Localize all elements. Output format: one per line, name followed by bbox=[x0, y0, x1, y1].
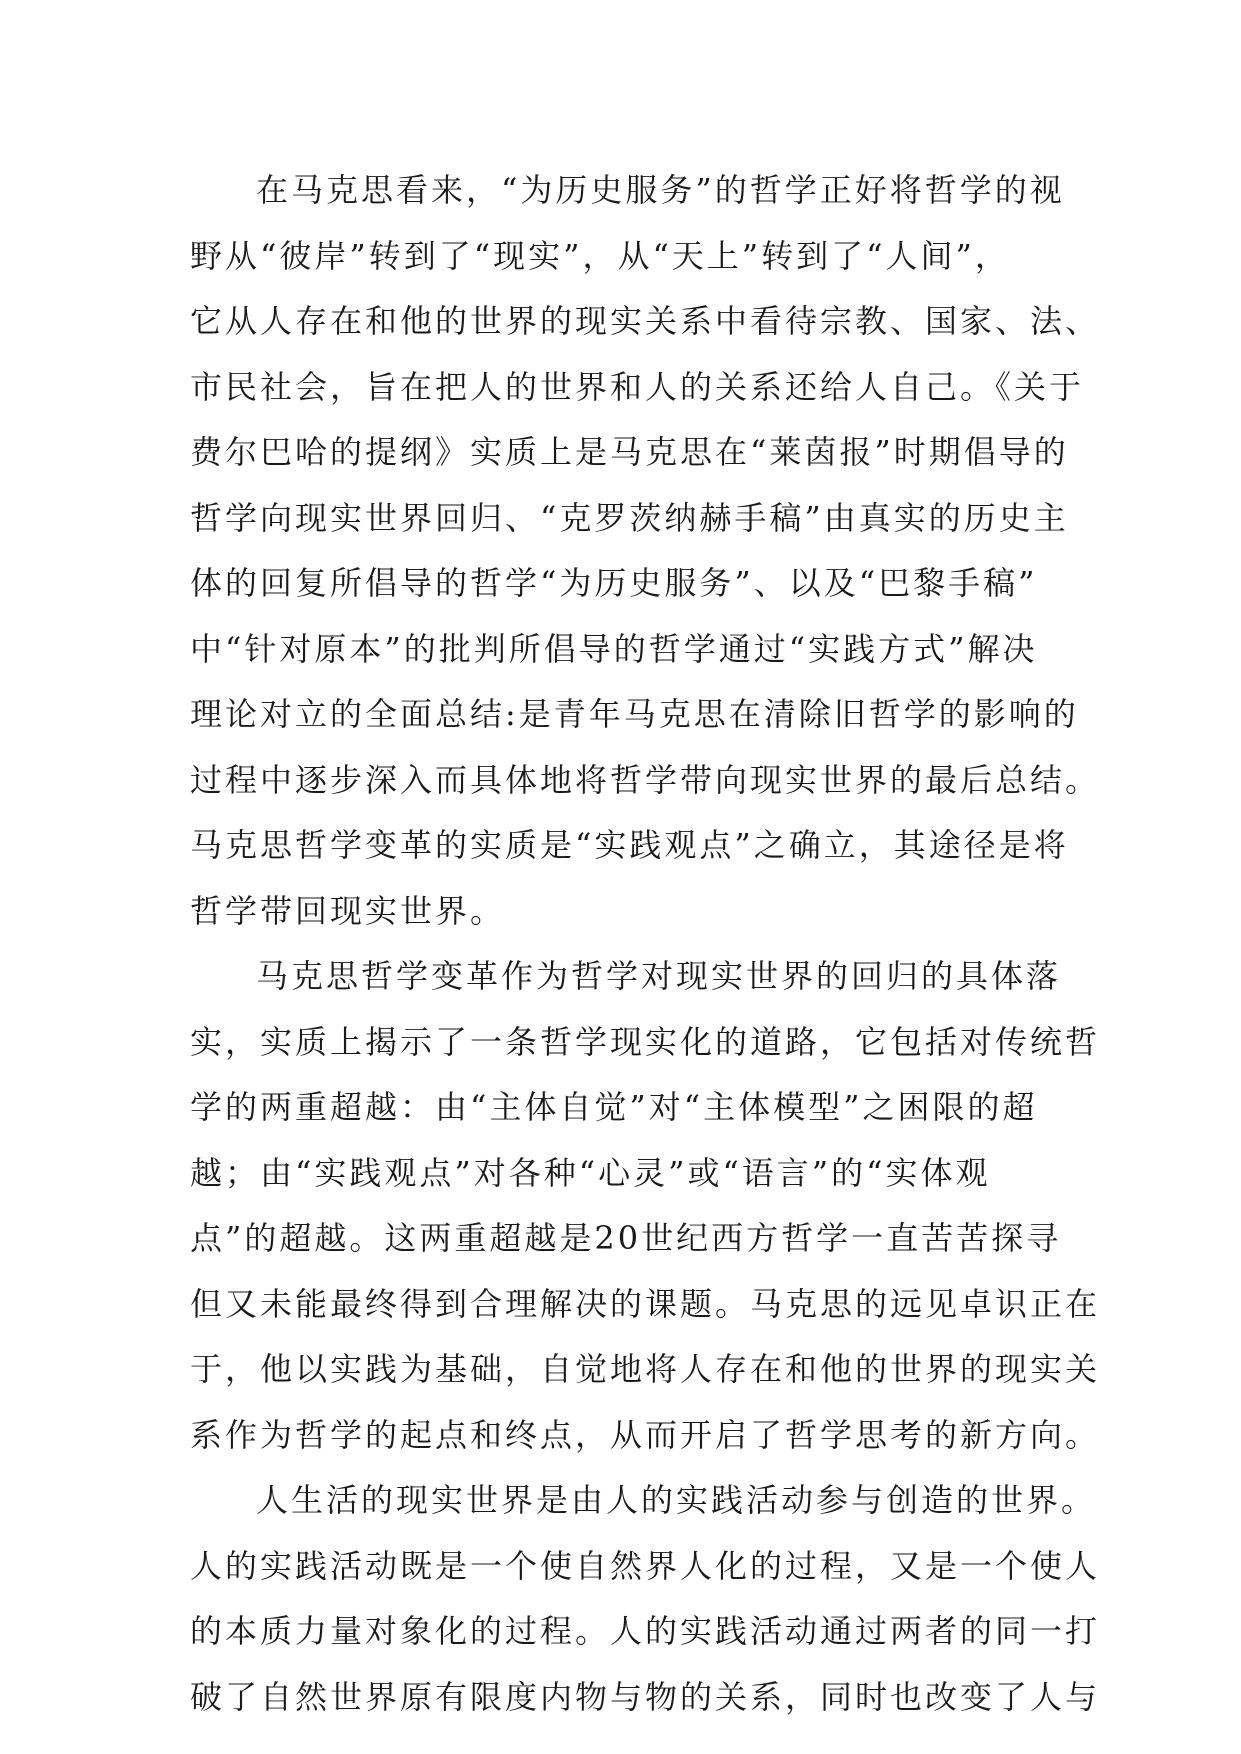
paragraph-1-line-3: 它从人存在和他的世界的现实关系中看待宗教、国家、法、 bbox=[190, 302, 1101, 340]
paragraph-2-line-6: 但又未能最终得到合理解决的课题。马克思的远见卓识正在 bbox=[190, 1284, 1101, 1323]
paragraph-1-line-11: 马克思哲学变革的实质是“实践观点”之确立，其途径是将 bbox=[190, 826, 1069, 864]
paragraph-2-line-2: 实，实质上揭示了一条哲学现实化的道路，它包括对传统哲 bbox=[190, 1022, 1101, 1061]
paragraph-1-line-8: 中“针对原本”的批判所倡导的哲学通过“实践方式”解决 bbox=[190, 629, 1038, 668]
paragraph-2-line-3: 学的两重超越：由“主体自觉”对“主体模型”之困限的超 bbox=[190, 1088, 1038, 1126]
paragraph-3-line-3: 的本质力量对象化的过程。人的实践活动通过两者的同一打 bbox=[190, 1612, 1101, 1650]
paragraph-3-line-1: 人生活的现实世界是由人的实践活动参与创造的世界。 bbox=[256, 1481, 1097, 1519]
paragraph-2-line-1: 马克思哲学变革作为哲学对现实世界的回归的具体落 bbox=[256, 957, 1062, 995]
paragraph-1-line-5: 费尔巴哈的提纲》实质上是马克思在“莱茵报”时期倡导的 bbox=[190, 433, 1069, 471]
paragraph-1-line-9: 理论对立的全面总结:是青年马克思在清除旧哲学的影响的 bbox=[190, 695, 1079, 733]
paragraph-1-line-12: 哲学带回现实世界。 bbox=[190, 891, 506, 930]
paragraph-1-line-6: 哲学向现实世界回归、“克罗茨纳赫手稿”由真实的历史主 bbox=[190, 498, 1069, 537]
paragraph-2-line-4: 越；由“实践观点”对各种“心灵”或“语言”的“实体观 bbox=[190, 1153, 991, 1192]
document-body bbox=[190, 158, 1101, 1730]
paragraph-1-line-2: 野从“彼岸”转到了“现实”，从“天上”转到了“人间”， bbox=[190, 236, 1010, 275]
paragraph-1-line-1: 在马克思看来，“为历史服务”的哲学正好将哲学的视 bbox=[256, 171, 1065, 209]
paragraph-1-line-4: 市民社会，旨在把人的世界和人的关系还给人自己。《关于 bbox=[190, 367, 1085, 406]
paragraph-1-line-7: 体的回复所倡导的哲学“为历史服务”、以及“巴黎手稿” bbox=[190, 564, 1038, 602]
paragraph-2-line-7: 于，他以实践为基础，自觉地将人存在和他的世界的现实关 bbox=[190, 1350, 1101, 1388]
paragraph-1-line-10: 过程中逐步深入而具体地将哲学带向现实世界的最后总结。 bbox=[190, 760, 1101, 799]
paragraph-3-line-4: 破了自然世界原有限度内物与物的关系，同时也改变了人与 bbox=[190, 1677, 1101, 1716]
paragraph-2-line-5: 点”的超越。这两重超越是20世纪西方哲学一直苦苦探寻 bbox=[190, 1219, 1062, 1257]
paragraph-3-line-2: 人的实践活动既是一个使自然界人化的过程，又是一个使人 bbox=[190, 1546, 1101, 1585]
paragraph-2-line-8: 系作为哲学的起点和终点，从而开启了哲学思考的新方向。 bbox=[190, 1415, 1101, 1454]
